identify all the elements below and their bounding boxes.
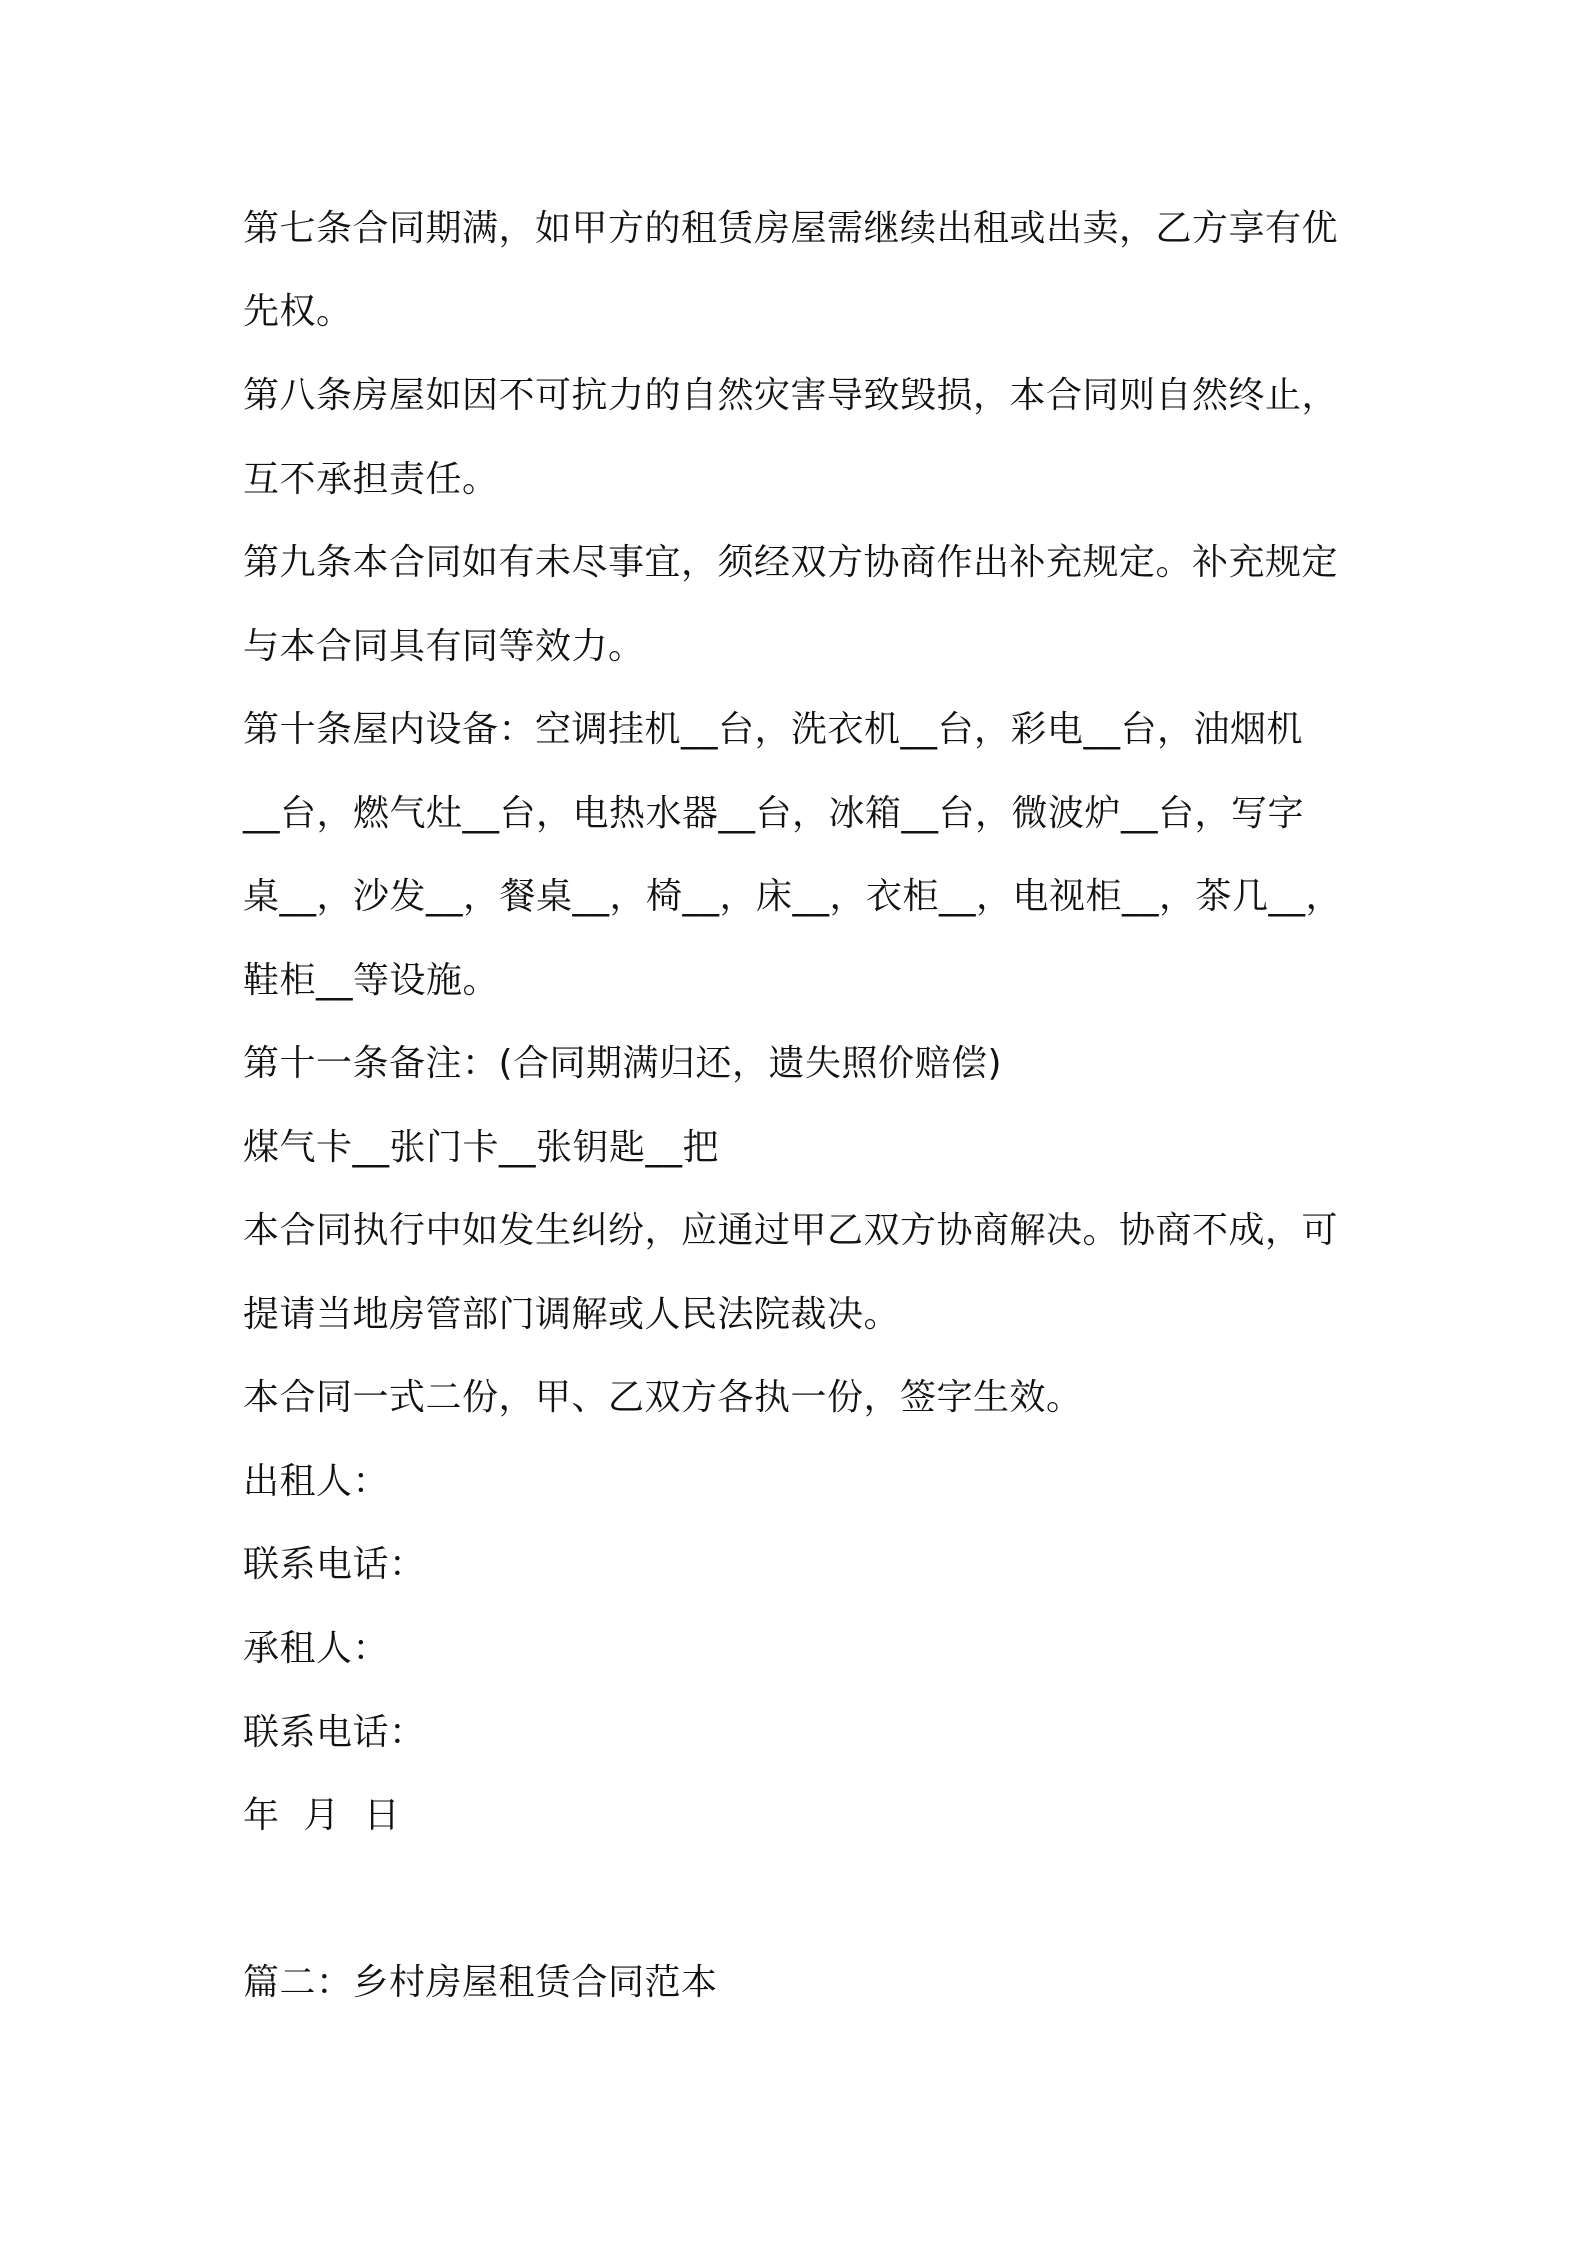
clause-7-line-2: 先权。 (243, 291, 353, 332)
copies-line: 本合同一式二份，甲、乙双方各执一份，签字生效。 (243, 1377, 1083, 1418)
clause-8-line-2: 互不承担责任。 (243, 459, 499, 500)
clause-11-line-1: 第十一条备注：(合同期满归还，遗失照价赔偿) (243, 1043, 1003, 1084)
lessor-phone-label: 联系电话： (243, 1544, 426, 1585)
clause-10-line-4: 鞋柜__等设施。 (243, 960, 500, 1001)
clause-10-line-1: 第十条屋内设备：空调挂机__台，洗衣机__台，彩电__台，油烟机 (243, 709, 1304, 750)
clause-9-line-2: 与本合同具有同等效力。 (243, 626, 645, 667)
clause-7-line-1: 第七条合同期满，如甲方的租赁房屋需继续出租或出卖，乙方享有优 (243, 208, 1339, 249)
clause-11-line-2: 煤气卡__张门卡__张钥匙__把 (243, 1127, 720, 1168)
clause-10-line-3: 桌__，沙发__，餐桌__，椅__，床__，衣柜__，电视柜__，茶几__， (243, 876, 1343, 917)
dispute-line-1: 本合同执行中如发生纠纷，应通过甲乙双方协商解决。协商不成，可 (243, 1210, 1339, 1251)
clause-9-line-1: 第九条本合同如有未尽事宜，须经双方协商作出补充规定。补充规定 (243, 542, 1339, 583)
section-heading: 篇二：乡村房屋租赁合同范本 (243, 1962, 718, 2003)
lessor-label: 出租人： (243, 1461, 390, 1502)
date-line: 年 月 日 (243, 1795, 401, 1836)
dispute-line-2: 提请当地房管部门调解或人民法院裁决。 (243, 1294, 901, 1335)
lessee-label: 承租人： (243, 1628, 390, 1669)
clause-8-line-1: 第八条房屋如因不可抗力的自然灾害导致毁损，本合同则自然终止， (243, 375, 1339, 416)
lessee-phone-label: 联系电话： (243, 1712, 426, 1753)
clause-10-line-2: __台，燃气灶__台，电热水器__台，冰箱__台，微波炉__台，写字 (243, 793, 1305, 834)
